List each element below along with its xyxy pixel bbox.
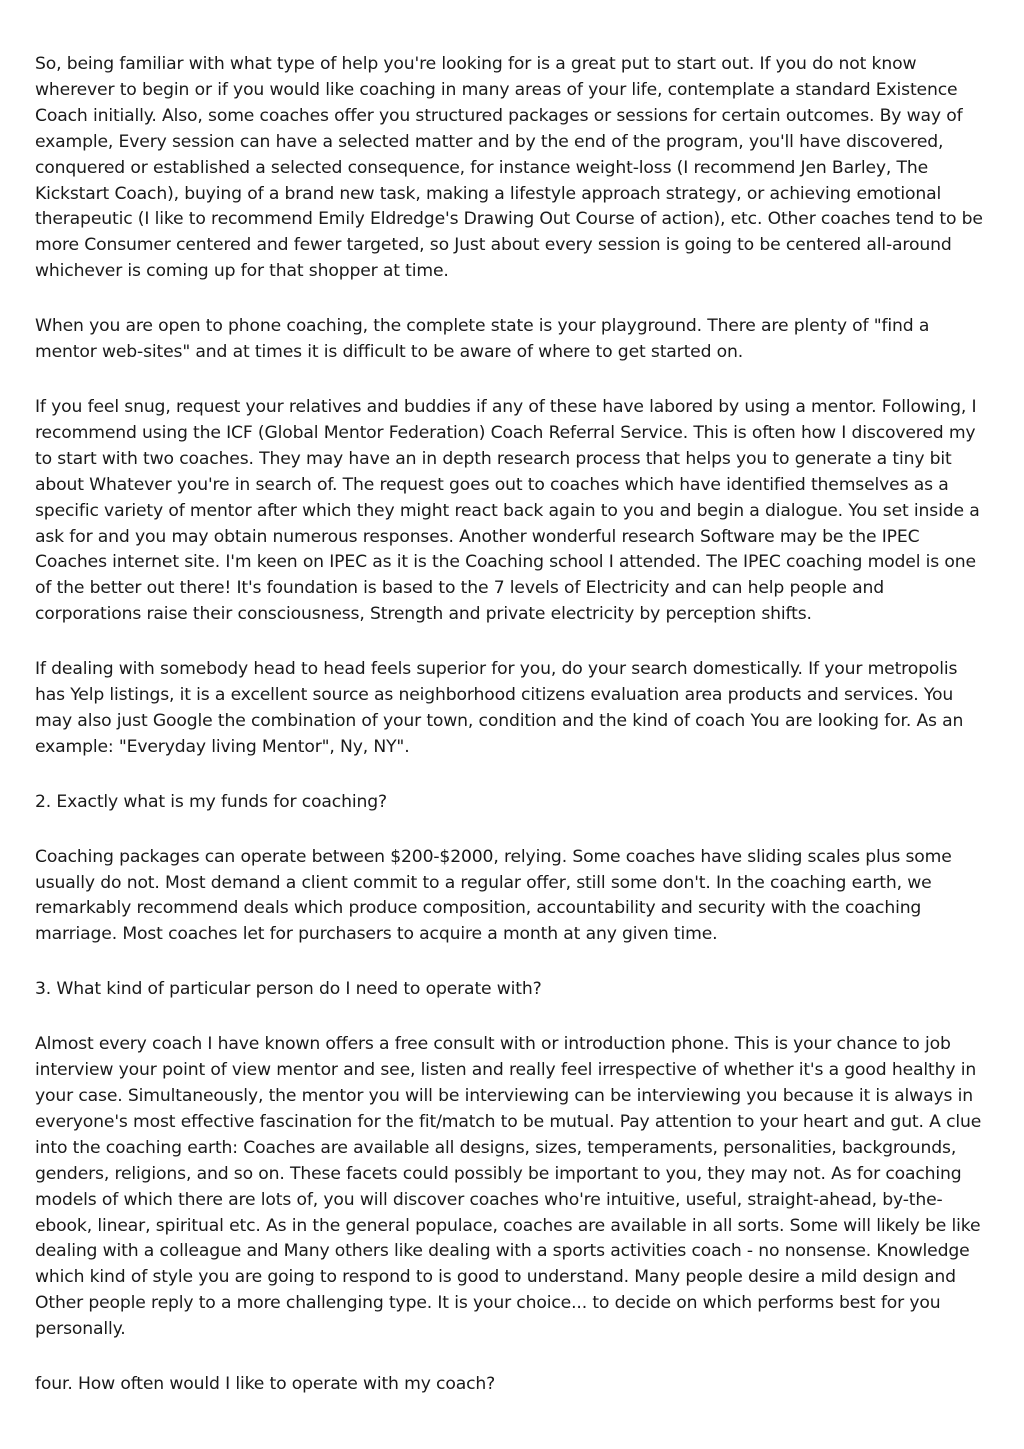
paragraph-finding-help: So, being familiar with what type of help you're looking for is a great put to start out. If you do not know wherever to begin or if you would like coaching in many areas of your life, contemplate a standard Existence Coach initially. Also, some coaches offer you structured packages or sessions for certain outcomes. By way of example, Every session can have a selected matter and by the end of the program, you'll have discovered, conquered or established a selected consequence, for instance weight-loss (I recommend Jen Barley, The Kickstart Coach), buying of a brand new task, making a lifestyle approach strategy, or achieving emotional therapeutic (I like to recommend Emily Eldredge's Drawing Out Course of action), etc. Other coaches tend to be more Consumer centered and fewer targeted, so Just about every session is going to be centered all-around whichever is coming up for that shopper at time. <box>35 54 983 282</box>
question-heading-person: 3. What kind of particular person do I need to operate with? <box>35 979 542 1000</box>
question-heading-budget: 2. Exactly what is my funds for coaching? <box>35 791 387 812</box>
paragraph-referrals: If you feel snug, request your relatives and buddies if any of these have labored by using a mentor. Following, I recommend using the ICF (Global Mentor Federation) Coach Referral Service. This is often how I discovered my to start with two coaches. They may have an in depth research process that helps you to generate a tiny bit about Whatever you're in search of. The request goes out to coaches which have identified themselves as a specific variety of mentor after which they might react back again to you and begin a dialogue. You set inside a ask for and you may obtain numerous responses. Another wonderful research Software may be the IPEC Coaches internet site. I'm keen on IPEC as it is the Coaching school I attended. The IPEC coaching model is one of the better out there! It's foundation is based to the 7 levels of Electricity and can help people and corporations raise their consciousness, Strength and private electricity by perception shifts. <box>35 396 980 625</box>
paragraph-phone-coaching: When you are open to phone coaching, the complete state is your playground. There are plenty of "find a mentor web-sites" and at times it is difficult to be aware of where to get started on. <box>35 316 930 363</box>
paragraph-consult: Almost every coach I have known offers a free consult with or introduction phone. This is your chance to job interview your point of view mentor and see, listen and really feel irrespective of whether it's a good healthy in your case. Simultaneously, the mentor you will be interviewing can be interviewing you because it is always in everyone's most effective fascination for the fit/match to be mutual. Pay attention to your heart and gut. A clue into the coaching earth: Coaches are available all designs, sizes, temperaments, personalities, backgrounds, genders, religions, and so on. These facets could possibly be important to you, they may not. As for coaching models of which there are lots of, you will discover coaches who're intuitive, useful, straight-ahead, by-the-ebook, linear, spiritual etc. As in the general populace, coaches are available in all sorts. Some will likely be like dealing with a colleague and Many others like dealing with a sports activities coach - no nonsense. Knowledge which kind of style you are going to respond to is good to understand. Many people desire a mild design and Other people reply to a more challenging type. It is your choice... to decide on which performs best for you personally. <box>35 1034 982 1340</box>
paragraph-local-search: If dealing with somebody head to head feels superior for you, do your search domestically. If your metropolis has Yelp listings, it is a excellent source as neighborhood citizens evaluation area products and services. You may also just Google the combination of your town, condition and the kind of coach You are looking for. As an example: "Everyday living Mentor", Ny, NY". <box>35 659 964 757</box>
paragraph-packages: Coaching packages can operate between $200-$2000, relying. Some coaches have sliding scales plus some usually do not. Most demand a client commit to a regular offer, still some don't. In the coaching earth, we remarkably recommend deals which produce composition, accountability and security with the coaching marriage. Most coaches let for purchasers to acquire a month at any given time. <box>35 846 952 945</box>
question-heading-frequency: four. How often would I like to operate with my coach? <box>35 1374 496 1395</box>
